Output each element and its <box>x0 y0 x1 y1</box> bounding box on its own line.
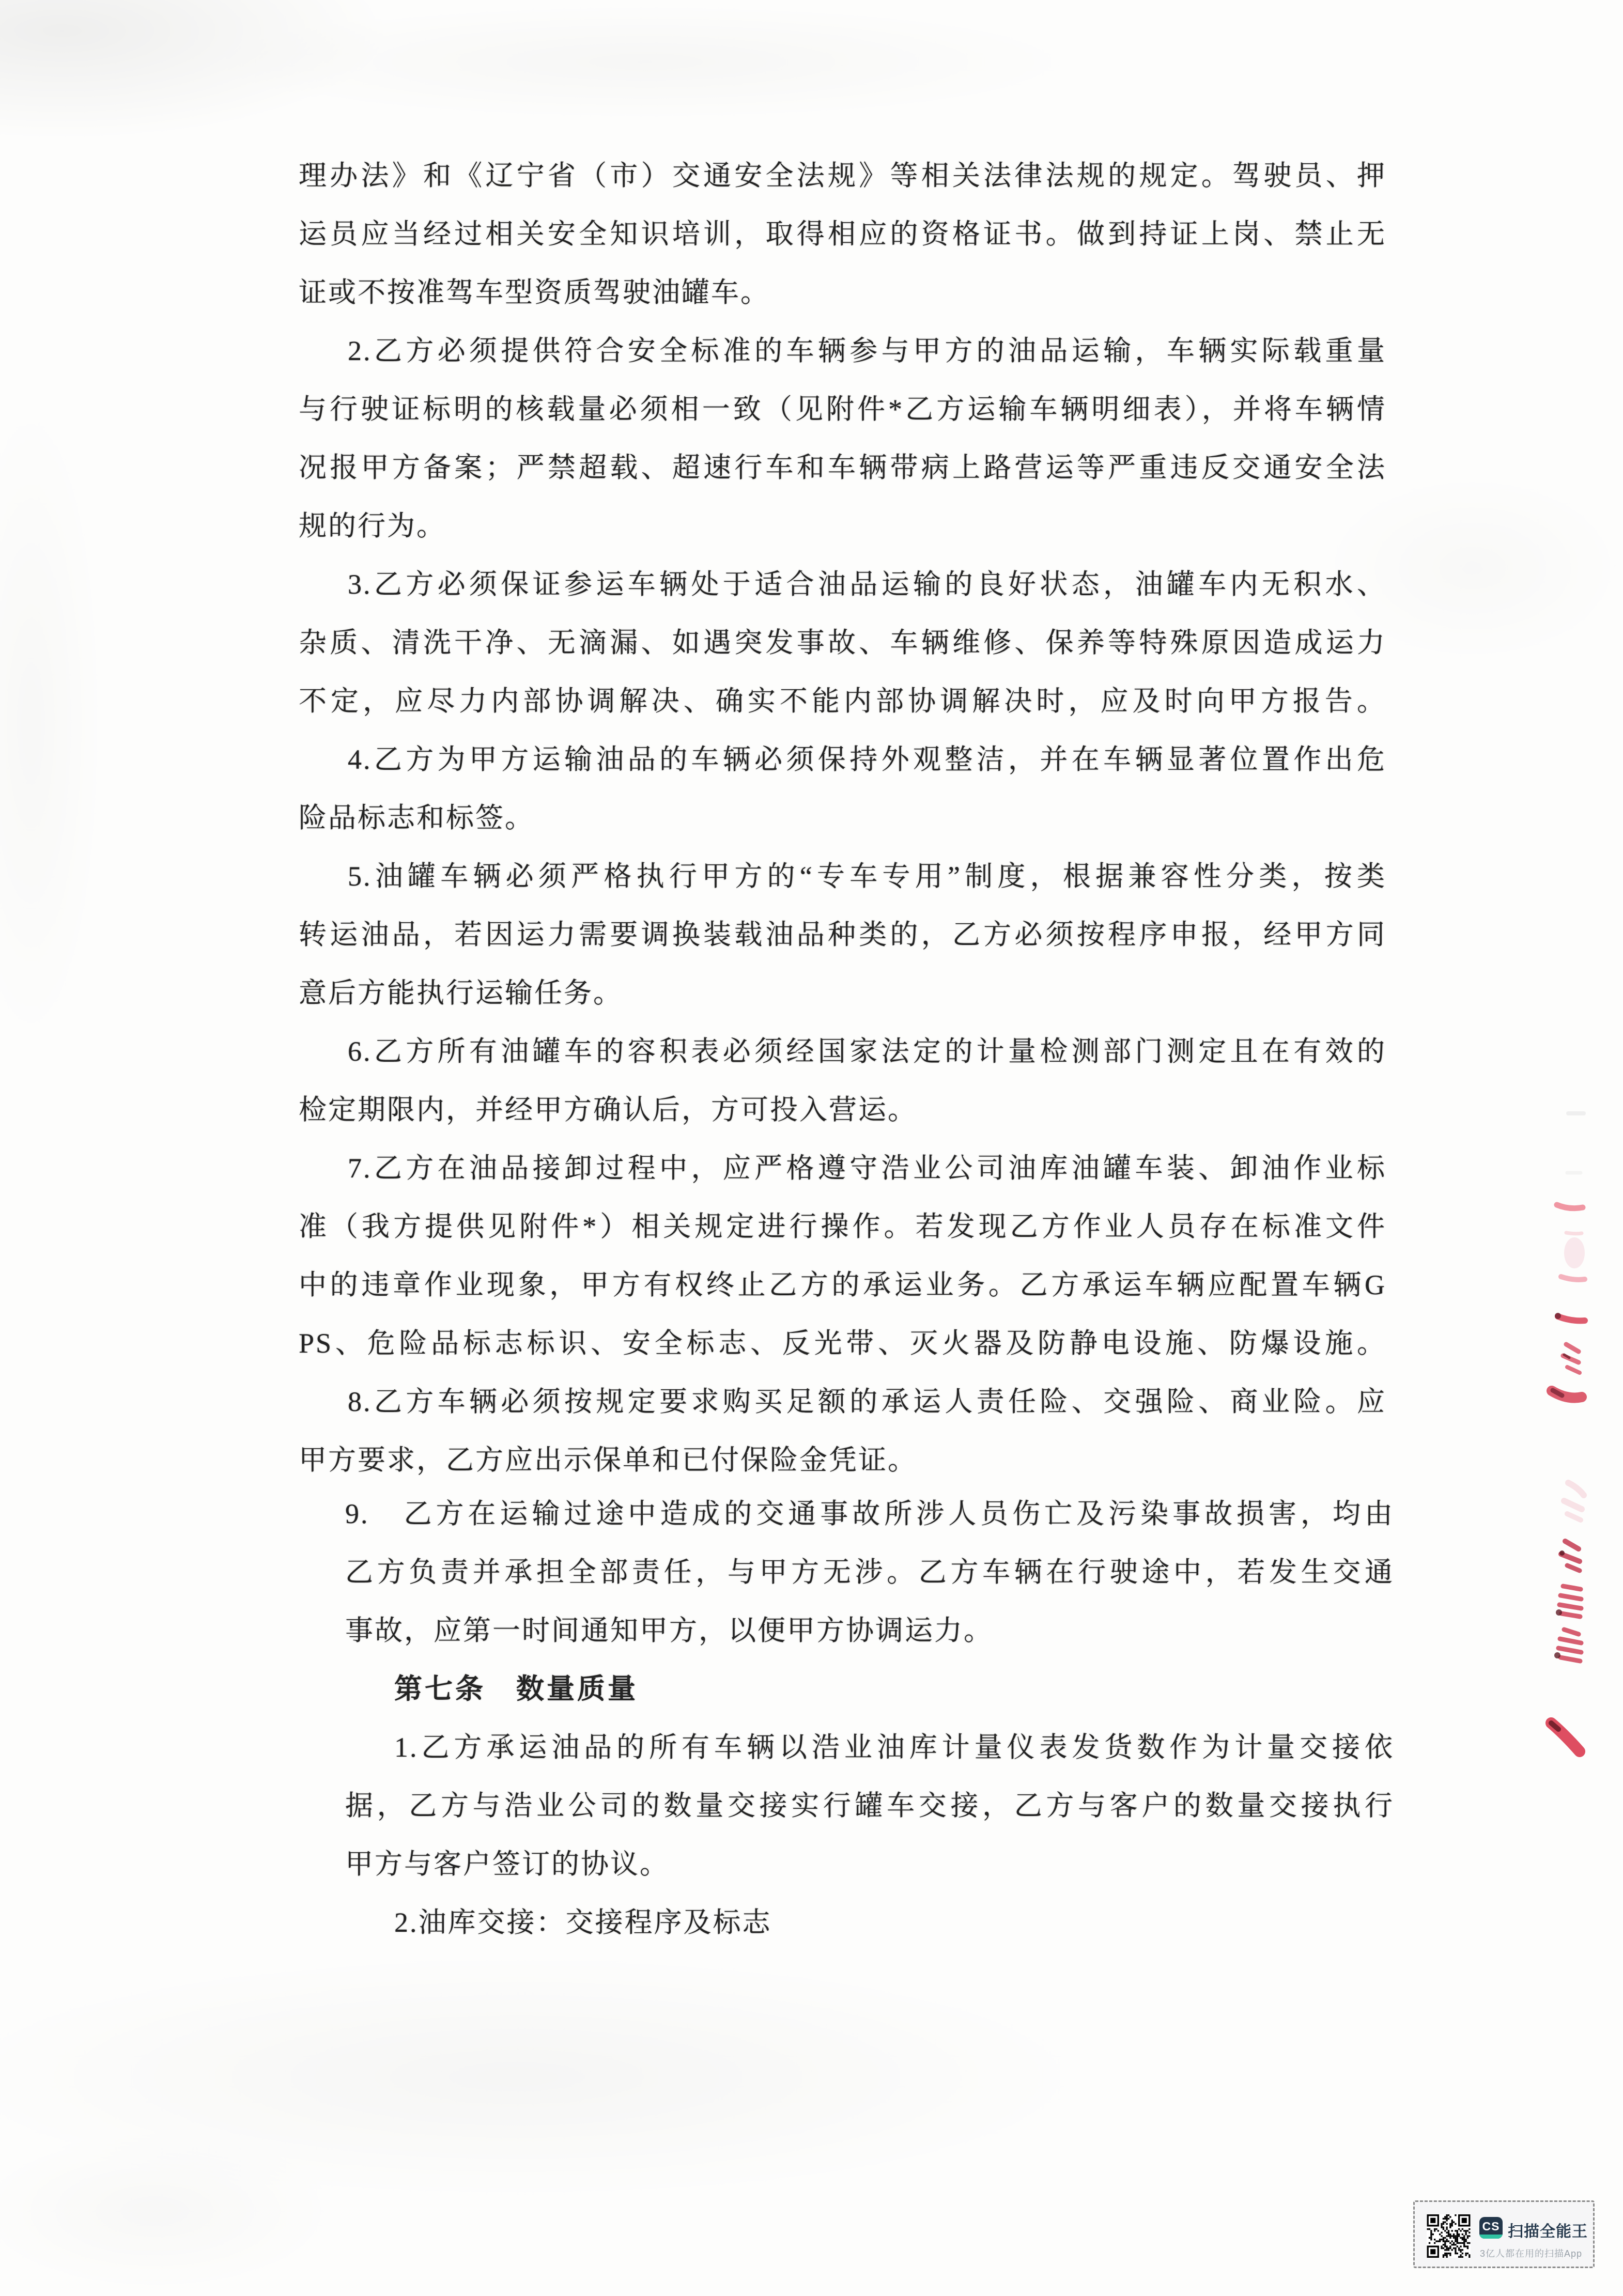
text-line: 杂质、清洗干净、无滴漏、如遇突发事故、车辆维修、保养等特殊原因造成运力 <box>299 627 1386 658</box>
section-heading: 第七条 数量质量 <box>394 1673 638 1704</box>
text-line: 不定，应尽力内部协调解决、确实不能内部协调解决时，应及时向甲方报告。 <box>299 686 1386 717</box>
text-line: 乙方负责并承担全部责任，与甲方无涉。乙方车辆在行驶途中，若发生交通 <box>345 1557 1394 1588</box>
text-line: 9. 乙方在运输过途中造成的交通事故所涉人员伤亡及污染事故损害，均由 <box>345 1498 1394 1529</box>
text-line: 6.乙方所有油罐车的容积表必须经国家法定的计量检测部门测定且在有效的 <box>348 1036 1386 1067</box>
text-line: 运员应当经过相关安全知识培训，取得相应的资格证书。做到持证上岗、禁止无 <box>299 219 1386 250</box>
text-line: 2.乙方必须提供符合安全标准的车辆参与甲方的油品运输，车辆实际载重量 <box>348 335 1386 366</box>
text-line: 准（我方提供见附件*）相关规定进行操作。若发现乙方作业人员存在标准文件 <box>299 1211 1386 1242</box>
text-line: 检定期限内，并经甲方确认后，方可投入营运。 <box>299 1094 917 1125</box>
text-line: PS、危险品标志标识、安全标志、反光带、灭火器及防静电设施、防爆设施。 <box>299 1328 1386 1359</box>
text-line: 5.油罐车辆必须严格执行甲方的“专车专用”制度，根据兼容性分类，按类 <box>348 861 1386 892</box>
text-line: 1.乙方承运油品的所有车辆以浩业油库计量仪表发货数作为计量交接依 <box>394 1732 1394 1763</box>
cs-app-icon <box>1479 2217 1503 2239</box>
text-line: 据，乙方与浩业公司的数量交接实行罐车交接，乙方与客户的数量交接执行 <box>345 1790 1394 1821</box>
text-line: 转运油品，若因运力需要调换装载油品种类的，乙方必须按程序申报，经甲方同 <box>299 919 1386 950</box>
text-line: 况报甲方备案；严禁超载、超速行车和车辆带病上路营运等严重违反交通安全法 <box>299 452 1386 483</box>
cs-icon-label: CS <box>1482 2220 1500 2233</box>
text-line: 意后方能执行运输任务。 <box>299 978 623 1009</box>
qr-code-icon <box>1427 2214 1471 2258</box>
text-line: 规的行为。 <box>299 510 446 541</box>
text-line: 与行驶证标明的核载量必须相一致（见附件*乙方运输车辆明细表），并将车辆情 <box>299 394 1386 425</box>
text-line: 险品标志和标签。 <box>299 802 534 833</box>
text-line: 理办法》和《辽宁省（市）交通安全法规》等相关法律法规的规定。驾驶员、押 <box>299 160 1386 191</box>
text-line: 3.乙方必须保证参运车辆处于适合油品运输的良好状态，油罐车内无积水、 <box>348 569 1386 600</box>
scanner-badge <box>1413 2200 1595 2268</box>
scanner-app-tagline: 3亿人都在用的扫描App <box>1480 2248 1583 2259</box>
text-line: 甲方要求，乙方应出示保单和已付保险金凭证。 <box>299 1445 917 1476</box>
text-line: 4.乙方为甲方运输油品的车辆必须保持外观整洁，并在车辆显著位置作出危 <box>348 744 1386 775</box>
text-line: 8.乙方车辆必须按规定要求购买足额的承运人责任险、交强险、商业险。应 <box>348 1386 1386 1417</box>
document-body-lower <box>345 1485 1394 1952</box>
text-line: 2.油库交接：交接程序及标志 <box>394 1907 772 1938</box>
scanner-app-name: 扫描全能王 <box>1508 2223 1588 2240</box>
red-pen-marks <box>1537 1100 1623 1782</box>
text-line: 事故，应第一时间通知甲方，以便甲方协调运力。 <box>345 1615 993 1646</box>
text-line: 证或不按准驾车型资质驾驶油罐车。 <box>299 277 770 308</box>
text-line: 甲方与客户签订的协议。 <box>345 1849 669 1880</box>
text-line: 中的违章作业现象，甲方有权终止乙方的承运业务。乙方承运车辆应配置车辆G <box>299 1269 1386 1300</box>
document-body <box>299 147 1386 1490</box>
text-line: 7.乙方在油品接卸过程中，应严格遵守浩业公司油库油罐车装、卸油作业标 <box>348 1153 1386 1184</box>
